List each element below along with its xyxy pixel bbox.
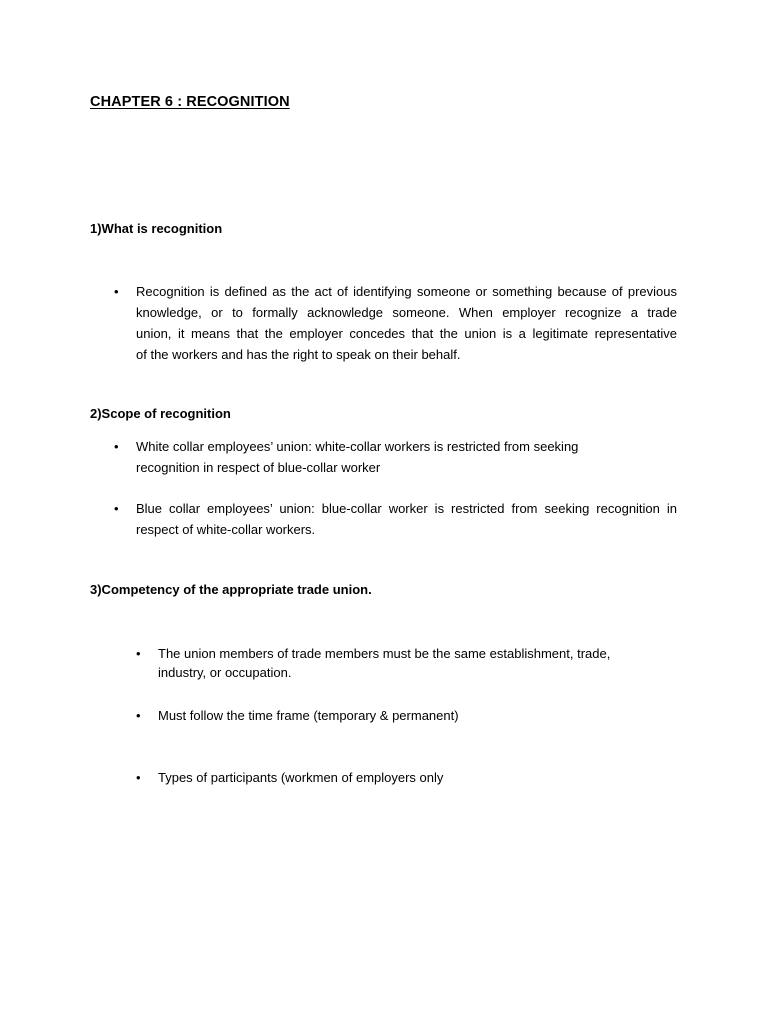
section-heading-competency: 3)Competency of the appropriate trade union. (90, 582, 372, 597)
bullet-item (136, 705, 677, 726)
bullet-item (114, 436, 677, 478)
bullet-line: Must follow the time frame (temporary & permanent) (158, 708, 459, 723)
bullet-item (114, 281, 677, 365)
bullet-line: White collar employees’ union: white-collar workers is restricted from seeking (136, 439, 579, 454)
bullet-item (114, 498, 677, 540)
bullet-dot: • (114, 439, 119, 454)
bullet-item (136, 643, 677, 682)
bullet-line: respect of white-collar workers. (136, 522, 316, 537)
bullet-line: The union members of trade members must be the same establishment, trade, (158, 646, 611, 661)
bullet-line: recognition in respect of blue-collar worker (136, 460, 381, 475)
bullet-line: of the workers and has the right to speak on their behalf. (136, 347, 461, 362)
bullet-item (136, 767, 677, 788)
bullet-line: Blue collar employees’ union: blue-collar worker is restricted from seeking recognition in (136, 501, 677, 516)
section-heading-scope-of-recognition: 2)Scope of recognition (90, 406, 231, 421)
bullet-dot: • (114, 284, 119, 299)
chapter-title: CHAPTER 6 : RECOGNITION (90, 94, 290, 110)
bullet-line: industry, or occupation. (158, 665, 292, 680)
bullet-line: Recognition is defined as the act of identifying someone or something because of previous (136, 284, 677, 299)
bullet-line: Types of participants (workmen of employers only (158, 770, 444, 785)
section-heading-what-is-recognition: 1)What is recognition (90, 221, 223, 236)
bullet-dot: • (136, 708, 141, 723)
bullet-dot: • (114, 501, 119, 516)
bullet-dot: • (136, 770, 141, 785)
bullet-line: knowledge, or to formally acknowledge someone. When employer recognize a trade (136, 305, 677, 320)
bullet-dot: • (136, 646, 141, 661)
bullet-line: union, it means that the employer concedes that the union is a legitimate representative (136, 326, 677, 341)
